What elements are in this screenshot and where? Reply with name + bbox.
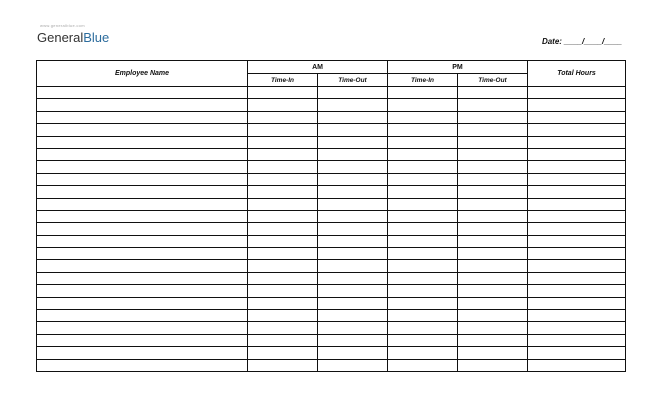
pm-time-out-cell[interactable] [458, 272, 528, 284]
am-time-in-cell[interactable] [248, 285, 318, 297]
date-field[interactable]: Date: ____/____/____ [541, 37, 622, 46]
total-hours-cell[interactable] [528, 285, 626, 297]
am-time-out-cell[interactable] [318, 210, 388, 222]
table-row [37, 347, 626, 359]
pm-time-out-cell[interactable] [458, 297, 528, 309]
am-time-out-cell[interactable] [318, 310, 388, 322]
employee-name-cell[interactable] [37, 310, 248, 322]
pm-time-out-cell[interactable] [458, 347, 528, 359]
pm-time-out-cell[interactable] [458, 235, 528, 247]
am-time-in-cell[interactable] [248, 235, 318, 247]
am-time-in-cell[interactable] [248, 260, 318, 272]
total-hours-cell[interactable] [528, 359, 626, 371]
table-row [37, 260, 626, 272]
am-time-out-cell[interactable] [318, 334, 388, 346]
pm-time-in-cell[interactable] [388, 260, 458, 272]
table-row [37, 210, 626, 222]
am-time-in-cell[interactable] [248, 359, 318, 371]
am-time-out-cell[interactable] [318, 99, 388, 111]
total-hours-cell[interactable] [528, 248, 626, 260]
timesheet-body [37, 87, 626, 372]
pm-time-in-cell[interactable] [388, 173, 458, 185]
am-time-in-cell[interactable] [248, 223, 318, 235]
pm-time-out-cell[interactable] [458, 322, 528, 334]
am-time-out-cell[interactable] [318, 198, 388, 210]
total-hours-cell[interactable] [528, 235, 626, 247]
am-time-in-cell[interactable] [248, 136, 318, 148]
total-hours-cell[interactable] [528, 260, 626, 272]
am-time-in-cell[interactable] [248, 272, 318, 284]
am-time-in-cell[interactable] [248, 322, 318, 334]
am-time-out-cell[interactable] [318, 124, 388, 136]
table-row [37, 148, 626, 160]
pm-time-in-cell[interactable] [388, 223, 458, 235]
am-time-out-cell[interactable] [318, 136, 388, 148]
employee-name-cell[interactable] [37, 322, 248, 334]
employee-name-cell[interactable] [37, 272, 248, 284]
total-hours-cell[interactable] [528, 87, 626, 99]
pm-time-in-cell[interactable] [388, 124, 458, 136]
pm-time-in-cell[interactable] [388, 322, 458, 334]
am-time-out-cell[interactable] [318, 111, 388, 123]
pm-time-in-cell[interactable] [388, 161, 458, 173]
pm-time-out-cell[interactable] [458, 359, 528, 371]
am-time-out-cell[interactable] [318, 272, 388, 284]
pm-time-out-cell[interactable] [458, 87, 528, 99]
pm-time-in-cell[interactable] [388, 186, 458, 198]
total-hours-cell[interactable] [528, 198, 626, 210]
pm-time-in-cell[interactable] [388, 111, 458, 123]
total-hours-cell[interactable] [528, 210, 626, 222]
pm-time-in-cell[interactable] [388, 310, 458, 322]
pm-time-in-header: Time-In [388, 74, 458, 87]
total-hours-cell[interactable] [528, 347, 626, 359]
employee-name-cell[interactable] [37, 87, 248, 99]
table-row [37, 161, 626, 173]
pm-time-out-cell[interactable] [458, 248, 528, 260]
employee-name-cell[interactable] [37, 99, 248, 111]
am-time-out-cell[interactable] [318, 297, 388, 309]
total-hours-cell[interactable] [528, 161, 626, 173]
am-header: AM [248, 61, 388, 74]
am-time-in-cell[interactable] [248, 161, 318, 173]
total-hours-cell[interactable] [528, 322, 626, 334]
am-time-in-cell[interactable] [248, 347, 318, 359]
employee-name-cell[interactable] [37, 173, 248, 185]
total-hours-cell[interactable] [528, 272, 626, 284]
total-hours-header: Total Hours [528, 61, 626, 87]
am-time-out-cell[interactable] [318, 173, 388, 185]
am-time-out-cell[interactable] [318, 322, 388, 334]
total-hours-cell[interactable] [528, 99, 626, 111]
pm-time-out-cell[interactable] [458, 210, 528, 222]
am-time-out-cell[interactable] [318, 248, 388, 260]
am-time-in-cell[interactable] [248, 99, 318, 111]
table-row [37, 87, 626, 99]
pm-time-out-cell[interactable] [458, 334, 528, 346]
logo-tagline: www.generalblue.com [40, 23, 85, 28]
pm-time-out-cell[interactable] [458, 148, 528, 160]
logo-wordmark [37, 30, 109, 46]
pm-time-in-cell[interactable] [388, 272, 458, 284]
table-row [37, 248, 626, 260]
pm-time-in-cell[interactable] [388, 235, 458, 247]
pm-time-in-cell[interactable] [388, 347, 458, 359]
table-row [37, 186, 626, 198]
employee-name-cell[interactable] [37, 198, 248, 210]
am-time-out-cell[interactable] [318, 186, 388, 198]
pm-time-in-cell[interactable] [388, 198, 458, 210]
pm-time-in-cell[interactable] [388, 285, 458, 297]
employee-name-cell[interactable] [37, 347, 248, 359]
table-row [37, 111, 626, 123]
am-time-out-cell[interactable] [318, 347, 388, 359]
employee-name-cell[interactable] [37, 235, 248, 247]
employee-name-cell[interactable] [37, 359, 248, 371]
am-time-in-cell[interactable] [248, 111, 318, 123]
am-time-out-cell[interactable] [318, 260, 388, 272]
am-time-in-header: Time-In [248, 74, 318, 87]
employee-name-cell[interactable] [37, 186, 248, 198]
am-time-out-cell[interactable] [318, 161, 388, 173]
am-time-in-cell[interactable] [248, 186, 318, 198]
am-time-in-cell[interactable] [248, 334, 318, 346]
table-row [37, 173, 626, 185]
total-hours-cell[interactable] [528, 148, 626, 160]
pm-time-out-cell[interactable] [458, 186, 528, 198]
am-time-out-cell[interactable] [318, 359, 388, 371]
pm-time-out-cell[interactable] [458, 198, 528, 210]
am-time-out-cell[interactable] [318, 148, 388, 160]
total-hours-cell[interactable] [528, 136, 626, 148]
pm-time-out-header: Time-Out [458, 74, 528, 87]
employee-name-cell[interactable] [37, 297, 248, 309]
logo-blue-text: Blue [83, 30, 110, 45]
total-hours-cell[interactable] [528, 310, 626, 322]
total-hours-cell[interactable] [528, 173, 626, 185]
pm-time-out-cell[interactable] [458, 173, 528, 185]
logo-general-text: General [37, 30, 84, 45]
pm-time-in-cell[interactable] [388, 359, 458, 371]
table-row [37, 136, 626, 148]
pm-time-in-cell[interactable] [388, 87, 458, 99]
employee-name-cell[interactable] [37, 210, 248, 222]
employee-name-cell[interactable] [37, 334, 248, 346]
employee-name-cell[interactable] [37, 260, 248, 272]
am-time-in-cell[interactable] [248, 198, 318, 210]
am-time-in-cell[interactable] [248, 210, 318, 222]
pm-time-in-cell[interactable] [388, 297, 458, 309]
am-time-out-header: Time-Out [318, 74, 388, 87]
am-time-out-cell[interactable] [318, 285, 388, 297]
pm-time-in-cell[interactable] [388, 248, 458, 260]
employee-name-cell[interactable] [37, 285, 248, 297]
employee-name-cell[interactable] [37, 223, 248, 235]
am-time-in-cell[interactable] [248, 87, 318, 99]
am-time-out-cell[interactable] [318, 235, 388, 247]
table-row [37, 124, 626, 136]
header-row-groups [37, 61, 626, 74]
employee-name-cell[interactable] [37, 161, 248, 173]
employee-name-cell[interactable] [37, 111, 248, 123]
am-time-out-cell[interactable] [318, 87, 388, 99]
employee-name-cell[interactable] [37, 124, 248, 136]
table-row [37, 297, 626, 309]
pm-time-out-cell[interactable] [458, 161, 528, 173]
am-time-in-cell[interactable] [248, 310, 318, 322]
employee-name-cell[interactable] [37, 148, 248, 160]
am-time-in-cell[interactable] [248, 297, 318, 309]
am-time-in-cell[interactable] [248, 124, 318, 136]
pm-time-in-cell[interactable] [388, 136, 458, 148]
table-row [37, 285, 626, 297]
table-row [37, 198, 626, 210]
total-hours-cell[interactable] [528, 223, 626, 235]
am-time-in-cell[interactable] [248, 148, 318, 160]
table-row [37, 223, 626, 235]
pm-time-in-cell[interactable] [388, 99, 458, 111]
employee-name-cell[interactable] [37, 248, 248, 260]
am-time-out-cell[interactable] [318, 223, 388, 235]
table-row [37, 359, 626, 371]
am-time-in-cell[interactable] [248, 173, 318, 185]
timesheet-table [36, 60, 626, 372]
pm-time-out-cell[interactable] [458, 260, 528, 272]
employee-name-header: Employee Name [37, 61, 248, 87]
total-hours-cell[interactable] [528, 186, 626, 198]
total-hours-cell[interactable] [528, 111, 626, 123]
pm-time-out-cell[interactable] [458, 99, 528, 111]
pm-time-out-cell[interactable] [458, 124, 528, 136]
total-hours-cell[interactable] [528, 124, 626, 136]
pm-header: PM [388, 61, 528, 74]
pm-time-out-cell[interactable] [458, 111, 528, 123]
total-hours-cell[interactable] [528, 334, 626, 346]
table-row [37, 310, 626, 322]
pm-time-out-cell[interactable] [458, 285, 528, 297]
generalblue-logo [37, 24, 117, 48]
total-hours-cell[interactable] [528, 297, 626, 309]
pm-time-in-cell[interactable] [388, 210, 458, 222]
pm-time-out-cell[interactable] [458, 310, 528, 322]
table-row [37, 235, 626, 247]
table-row [37, 99, 626, 111]
pm-time-in-cell[interactable] [388, 334, 458, 346]
pm-time-in-cell[interactable] [388, 148, 458, 160]
table-row [37, 272, 626, 284]
table-row [37, 322, 626, 334]
pm-time-out-cell[interactable] [458, 223, 528, 235]
pm-time-out-cell[interactable] [458, 136, 528, 148]
am-time-in-cell[interactable] [248, 248, 318, 260]
table-row [37, 334, 626, 346]
employee-name-cell[interactable] [37, 136, 248, 148]
